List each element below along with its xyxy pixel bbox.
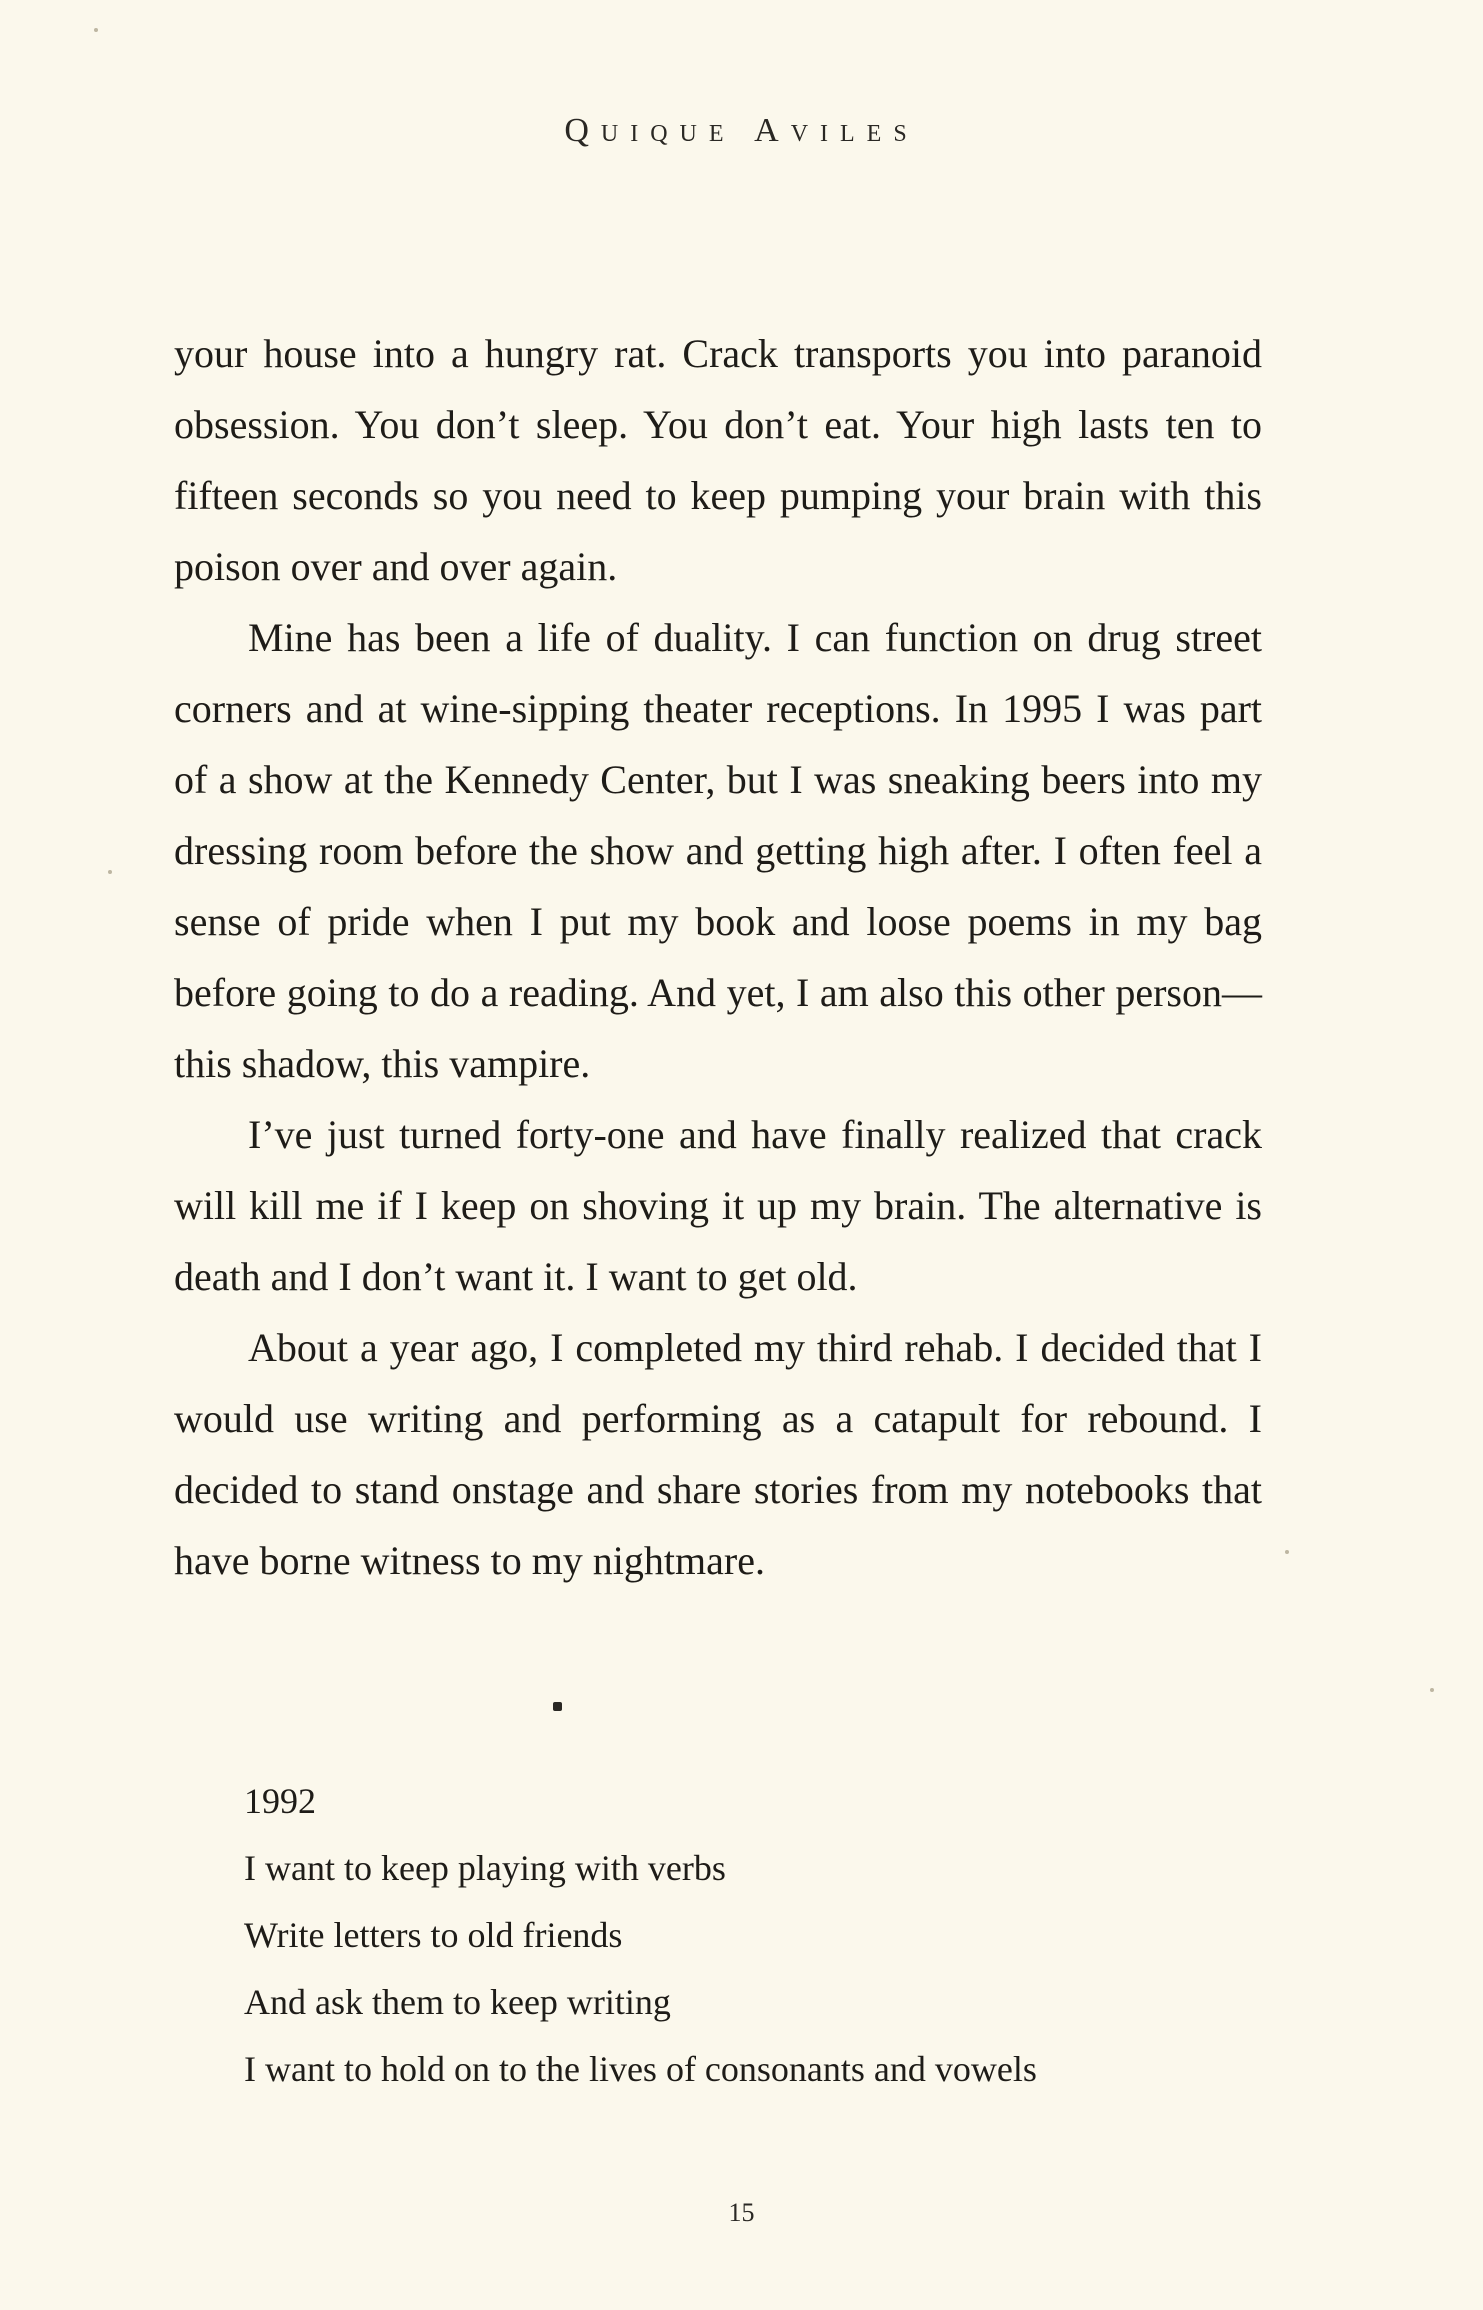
paper-speck <box>108 870 112 874</box>
poem-line-2: Write letters to old friends <box>244 1915 623 1955</box>
paragraph-3: I’ve just turned forty-one and have finally realized that crack will kill me if I keep on shoving it up my brain. The alternative is death and I don’t want it. I want to get old. <box>174 1112 1262 1299</box>
section-break-ornament <box>553 1702 562 1711</box>
paper-speck <box>1285 1550 1289 1554</box>
paragraph-2: Mine has been a life of duality. I can function on drug street corners and at wine-sipping theater receptions. In 1995 I was part of a show at the Kennedy Center, but I was sneaking beers into my dressing room before the show and getting high after. I often feel a sense of pride when I put my book and loose poems in my bag before going to do a reading. And yet, I am also this other person—this shadow, this vampire. <box>174 615 1262 1086</box>
paper-speck <box>94 28 98 32</box>
poem-line-3: And ask them to keep writing <box>244 1982 671 2022</box>
poem-line-4: I want to hold on to the lives of consonants and vowels <box>244 2049 1037 2089</box>
poem <box>244 1768 1244 2103</box>
body-text <box>174 318 1262 1596</box>
page-number: 15 <box>728 2198 755 2227</box>
paragraph-4: About a year ago, I completed my third rehab. I decided that I would use writing and performing as a catapult for rebound. I decided to stand onstage and share stories from my notebooks that have borne witness to my nightmare. <box>174 1325 1262 1583</box>
paragraph-1: your house into a hungry rat. Crack transports you into paranoid obsession. You don’t sleep. You don’t eat. Your high lasts ten to fifteen seconds so you need to keep pumping your brain with this poison over and over again. <box>174 331 1262 589</box>
running-head: Quique Aviles <box>564 112 919 149</box>
poem-year: 1992 <box>244 1781 316 1821</box>
poem-line-1: I want to keep playing with verbs <box>244 1848 726 1888</box>
paper-speck <box>1430 1688 1434 1692</box>
